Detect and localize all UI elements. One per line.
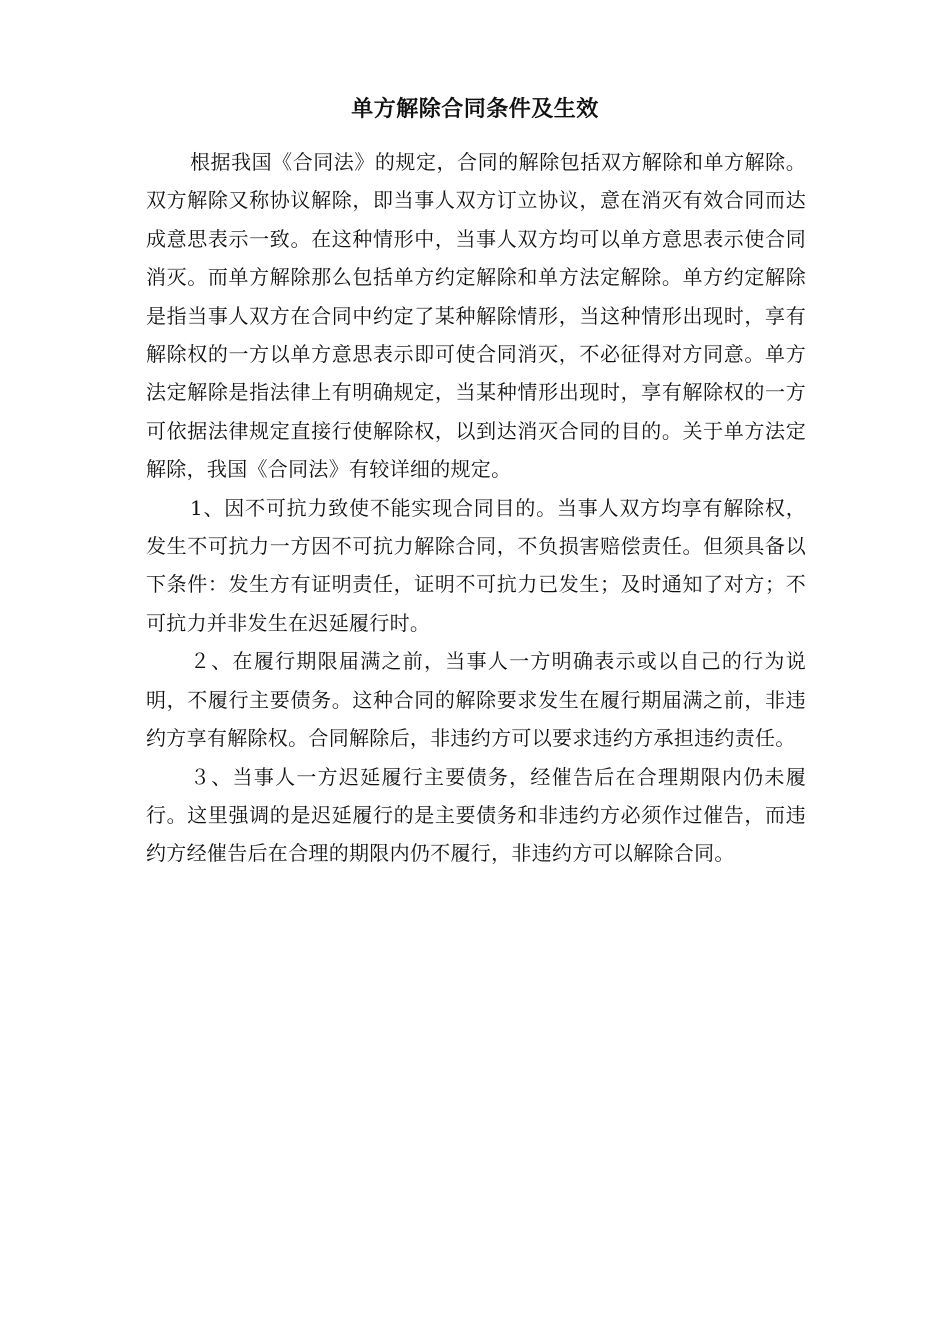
document-body: [146, 143, 806, 873]
paragraph-item-3: ３、当事人一方迟延履行主要债务，经催告后在合理期限内仍未履行。这里强调的是迟延履行的是主要债务和非违约方必须作过催告，而违约方经催告后在合理的期限内仍不履行，非违约方可以解除合同。: [146, 764, 806, 866]
paragraph-intro: 根据我国《合同法》的规定，合同的解除包括双方解除和单方解除。双方解除又称协议解除，即当事人双方订立协议，意在消灭有效合同而达成意思表示一致。在这种情形中，当事人双方均可以单方意思表示使合同消灭。而单方解除那么包括单方约定解除和单方法定解除。单方约定解除是指当事人双方在合同中约定了某种解除情形，当这种情形出现时，享有解除权的一方以单方意思表示即可使合同消灭，不必征得对方同意。单方法定解除是指法律上有明确规定，当某种情形出现时，享有解除权的一方可依据法律规定直接行使解除权，以到达消灭合同的目的。关于单方法定解除，我国《合同法》有较详细的规定。: [146, 150, 806, 482]
paragraph-item-2: ２、在履行期限届满之前，当事人一方明确表示或以自己的行为说明，不履行主要债务。这种合同的解除要求发生在履行期届满之前，非违约方享有解除权。合同解除后，非违约方可以要求违约方承担违约责任。: [146, 649, 806, 751]
paragraph-item-1: 1、因不可抗力致使不能实现合同目的。当事人双方均享有解除权，发生不可抗力一方因不可抗力解除合同，不负损害赔偿责任。但须具备以下条件：发生方有证明责任，证明不可抗力已发生；及时通知了对方；不可抗力并非发生在迟延履行时。: [146, 495, 806, 635]
document-title: 单方解除合同条件及生效: [351, 97, 599, 122]
